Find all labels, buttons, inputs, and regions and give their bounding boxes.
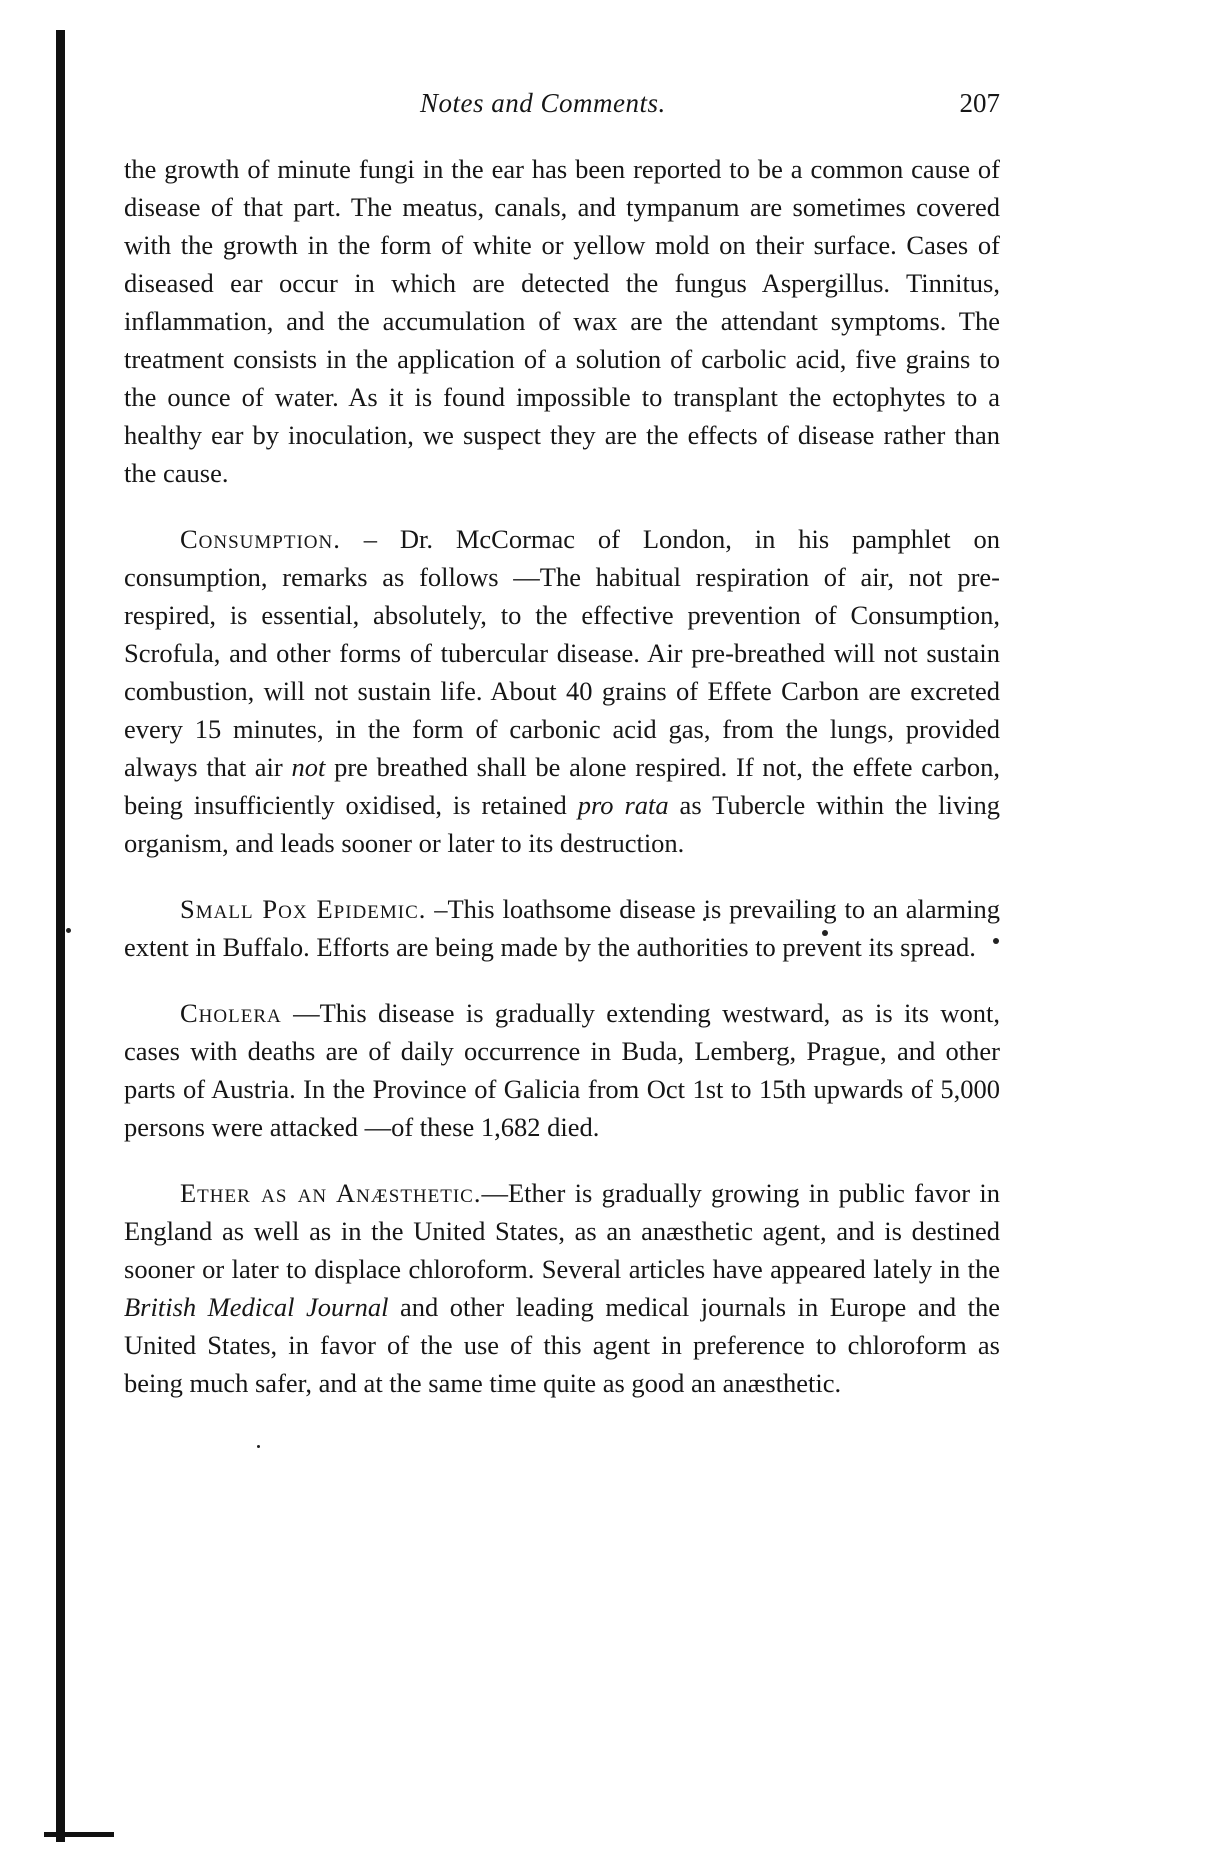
paragraph-ear-fungi [124,150,1000,492]
italic-phrase: pro rata [577,790,669,820]
paragraph-text: the growth of minute fungi in the ear has been reported to be a common cause of disease of that part. The meatus, canals, and tympanum are sometimes covered with the growth in the form of white or yellow mold on their surface. Cases of diseased ear occur in which are detected the fungus Aspergillus. Tinnitus, inflammation, and the accumulation of wax are the attendant symptoms. The treatment consists in the application of a solution of carbolic acid, five grains to the ounce of water. As it is found impossible to transplant the ectophytes to a healthy ear by inoculation, we suspect they are the effects of disease rather than the cause. [124,154,1000,488]
print-speck [257,1445,260,1448]
paragraph-text: and other leading medical journals in Europe and the United States, in favor of the use of this agent in preference to chloroform as being much safer, and at the same time quite as good an anæsthetic. [124,1292,1000,1398]
paragraph-consumption [124,520,1000,862]
paragraph-cholera [124,994,1000,1146]
binding-edge-foot [44,1832,114,1837]
paragraph-text: —This disease is gradually extending westward, as is its wont, cases with deaths are of daily occurrence in Buda, Lemberg, Prague, and other parts of Austria. In the Province of Galicia from Oct 1st to 15th upwards of 5,000 persons were attacked —of these 1,682 died. [124,998,1000,1142]
running-head [120,88,1000,128]
section-heading-small-pox: Small Pox Epidemic. [180,894,427,924]
page-number: 207 [959,88,1000,118]
paragraph-gap [124,1146,1000,1174]
print-speck [66,928,71,933]
section-heading-consumption: Consumption. [180,524,341,554]
binding-edge-rule [56,30,65,1842]
paragraph-ether [124,1174,1000,1402]
section-heading-cholera: Cholera [180,998,282,1028]
section-heading-ether: Ether as an Anæsthetic. [180,1178,482,1208]
italic-journal-title: British Medical Journal [124,1292,389,1322]
paragraph-text: – Dr. McCormac of London, in his pamphlet on consumption, remarks as follows —The habitual respiration of air, not pre-respired, is essential, absolutely, to the effective prevention of Consumption, Scrofula, and other forms of tubercular disease. Air pre-breathed will not sustain combustion, will not sustain life. About 40 grains of Effete Carbon are excreted every 15 minutes, in the form of carbonic acid gas, from the lungs, provided always that air [124,524,1000,782]
paragraph-text: –This loathsome disease is prevailing to an alarming extent in Buffalo. Efforts are being made by the authorities to prevent its spread. [124,894,1000,962]
paragraph-gap [124,862,1000,890]
paragraph-text: pre breathed shall be alone respired. If not, the effete carbon, being insufficiently oxidised, is retained [124,752,1000,820]
italic-word: not [291,752,326,782]
body-text [124,150,1000,1402]
paragraph-text: —Ether is gradually growing in public favor in England as well as in the United States, as an anæsthetic agent, and is destined sooner or later to displace chloroform. Several articles have appeared lately in the [124,1178,1000,1284]
paragraph-gap [124,492,1000,520]
paragraph-text: as Tubercle within the living organism, and leads sooner or later to its destruction. [124,790,1000,858]
paragraph-gap [124,966,1000,994]
running-title: Notes and Comments. [420,88,666,118]
paragraph-small-pox [124,890,1000,966]
